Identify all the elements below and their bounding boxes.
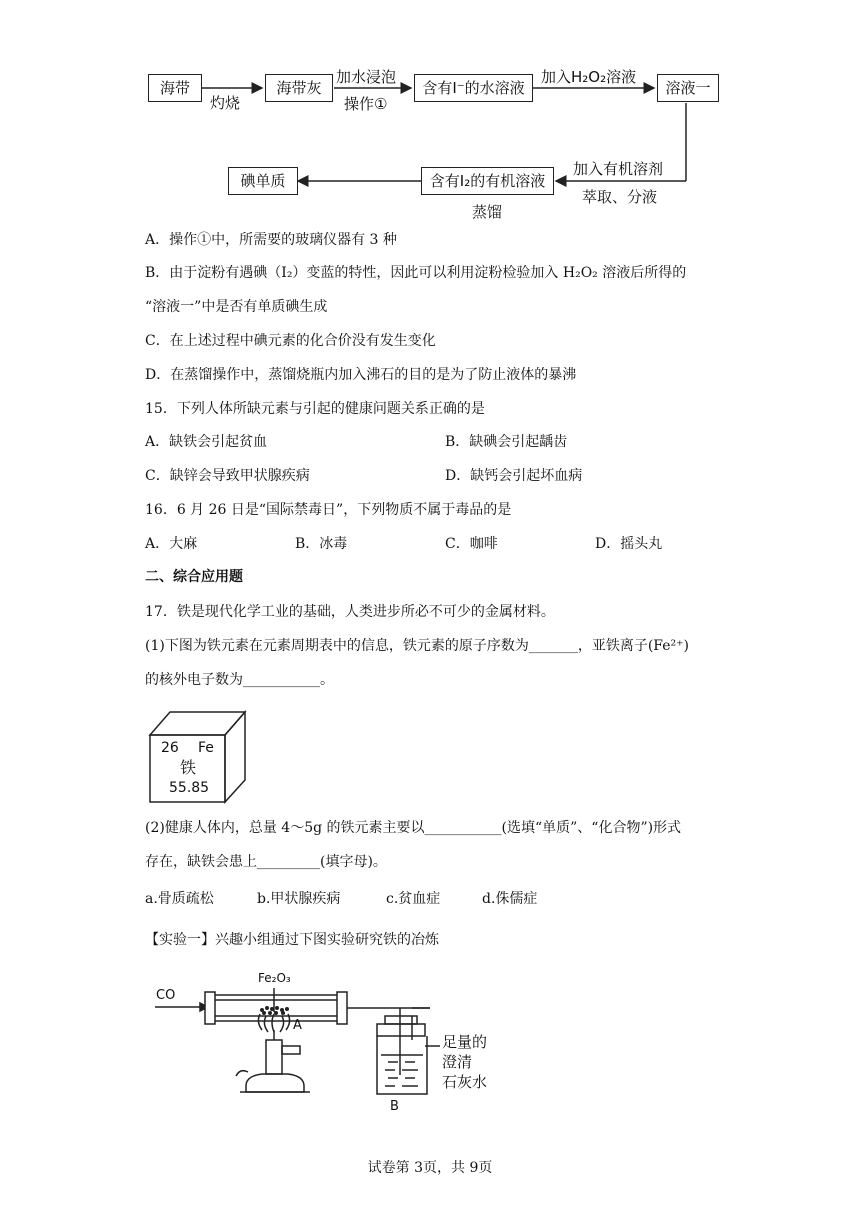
flow-box-iodine: 碘单质 xyxy=(228,167,298,195)
choice-b: b.甲状腺疾病 xyxy=(257,891,341,907)
q14-option-d: D．在蒸馏操作中，蒸馏烧瓶内加入沸石的目的是为了防止液体的暴沸 xyxy=(145,367,577,383)
element-mass: 55.85 xyxy=(169,780,210,796)
q15-stem: 15．下列人体所缺元素与引起的健康问题关系正确的是 xyxy=(145,401,485,417)
q17-part1-line2: 的核外电子数为___________。 xyxy=(145,672,334,688)
label-soak: 加水浸泡 xyxy=(336,68,397,86)
experiment1-heading: 【实验一】兴趣小组通过下图实验研究铁的冶炼 xyxy=(145,932,439,948)
flow-box-organic-solution: 含有I₂的有机溶液 xyxy=(421,167,554,195)
q17-stem: 17．铁是现代化学工业的基础，人类进步所必不可少的金属材料。 xyxy=(145,604,555,620)
choice-d: d.侏儒症 xyxy=(482,891,538,907)
limewater-label-1: 足量的 xyxy=(442,1033,488,1051)
flow-box-kelp-ash: 海带灰 xyxy=(265,74,333,102)
label-burn: 灼烧 xyxy=(210,94,241,112)
element-symbol: Fe xyxy=(198,740,214,756)
label-add-organic: 加入有机溶剂 xyxy=(573,160,664,178)
q15-option-b: B．缺碘会引起龋齿 xyxy=(445,434,568,450)
section-heading: 二、综合应用题 xyxy=(145,569,243,585)
element-name: 铁 xyxy=(180,758,197,777)
gas-label-co: CO xyxy=(156,988,176,1003)
flow-box-solution-one: 溶液一 xyxy=(657,74,719,102)
choice-a: a.骨质疏松 xyxy=(145,891,214,907)
q16-option-b: B．冰毒 xyxy=(295,536,348,552)
q16-option-c: C．咖啡 xyxy=(445,536,498,552)
q16-option-a: A．大麻 xyxy=(145,536,198,552)
q17-part1-line1: (1)下图为铁元素在元素周期表中的信息，铁元素的原子序数为_______，亚铁离子(Fe²⁺) xyxy=(145,638,689,654)
q15-option-d: D．缺钙会引起坏血病 xyxy=(445,468,583,484)
page-footer: 试卷第 3页，共 9页 xyxy=(367,1160,493,1176)
q17-part2-line1: (2)健康人体内，总量 4～5g 的铁元素主要以___________(选填“单质”、“化合物”)形式 xyxy=(145,820,682,836)
choice-c: c.贫血症 xyxy=(386,891,441,907)
q14-option-c: C．在上述过程中碘元素的化合价没有发生变化 xyxy=(145,333,436,349)
q17-part2-line2: 存在，缺铁会患上_________(填字母)。 xyxy=(145,854,387,870)
reagent-label: Fe₂O₃ xyxy=(258,971,291,985)
label-b: B xyxy=(390,1099,399,1114)
label-distill: 蒸馏 xyxy=(472,203,503,221)
limewater-label-2: 澄清 xyxy=(442,1053,473,1071)
label-add-h2o2: 加入H₂O₂溶液 xyxy=(541,68,637,86)
q15-option-a: A．缺铁会引起贫血 xyxy=(145,434,268,450)
label-a: A xyxy=(293,1018,302,1033)
label-operation1: 操作① xyxy=(344,95,388,113)
q14-option-b-line2: “溶液一”中是否有单质碘生成 xyxy=(145,299,328,315)
q15-option-c: C．缺锌会导致甲状腺疾病 xyxy=(145,468,310,484)
limewater-label-3: 石灰水 xyxy=(442,1073,488,1091)
label-extract: 萃取、分液 xyxy=(582,188,658,206)
q16-stem: 16．6 月 26 日是“国际禁毒日”，下列物质不属于毒品的是 xyxy=(145,502,512,518)
q14-option-b-line1: B．由于淀粉有遇碘（I₂）变蓝的特性，因此可以利用淀粉检验加入 H₂O₂ 溶液后所得的 xyxy=(145,265,687,281)
q16-option-d: D．摇头丸 xyxy=(595,536,663,552)
flow-box-iodide-solution: 含有I⁻的水溶液 xyxy=(414,74,533,102)
flow-box-kelp: 海带 xyxy=(148,74,202,102)
element-number: 26 xyxy=(161,740,179,756)
q14-option-a: A．操作①中，所需要的玻璃仪器有 3 种 xyxy=(145,232,397,248)
